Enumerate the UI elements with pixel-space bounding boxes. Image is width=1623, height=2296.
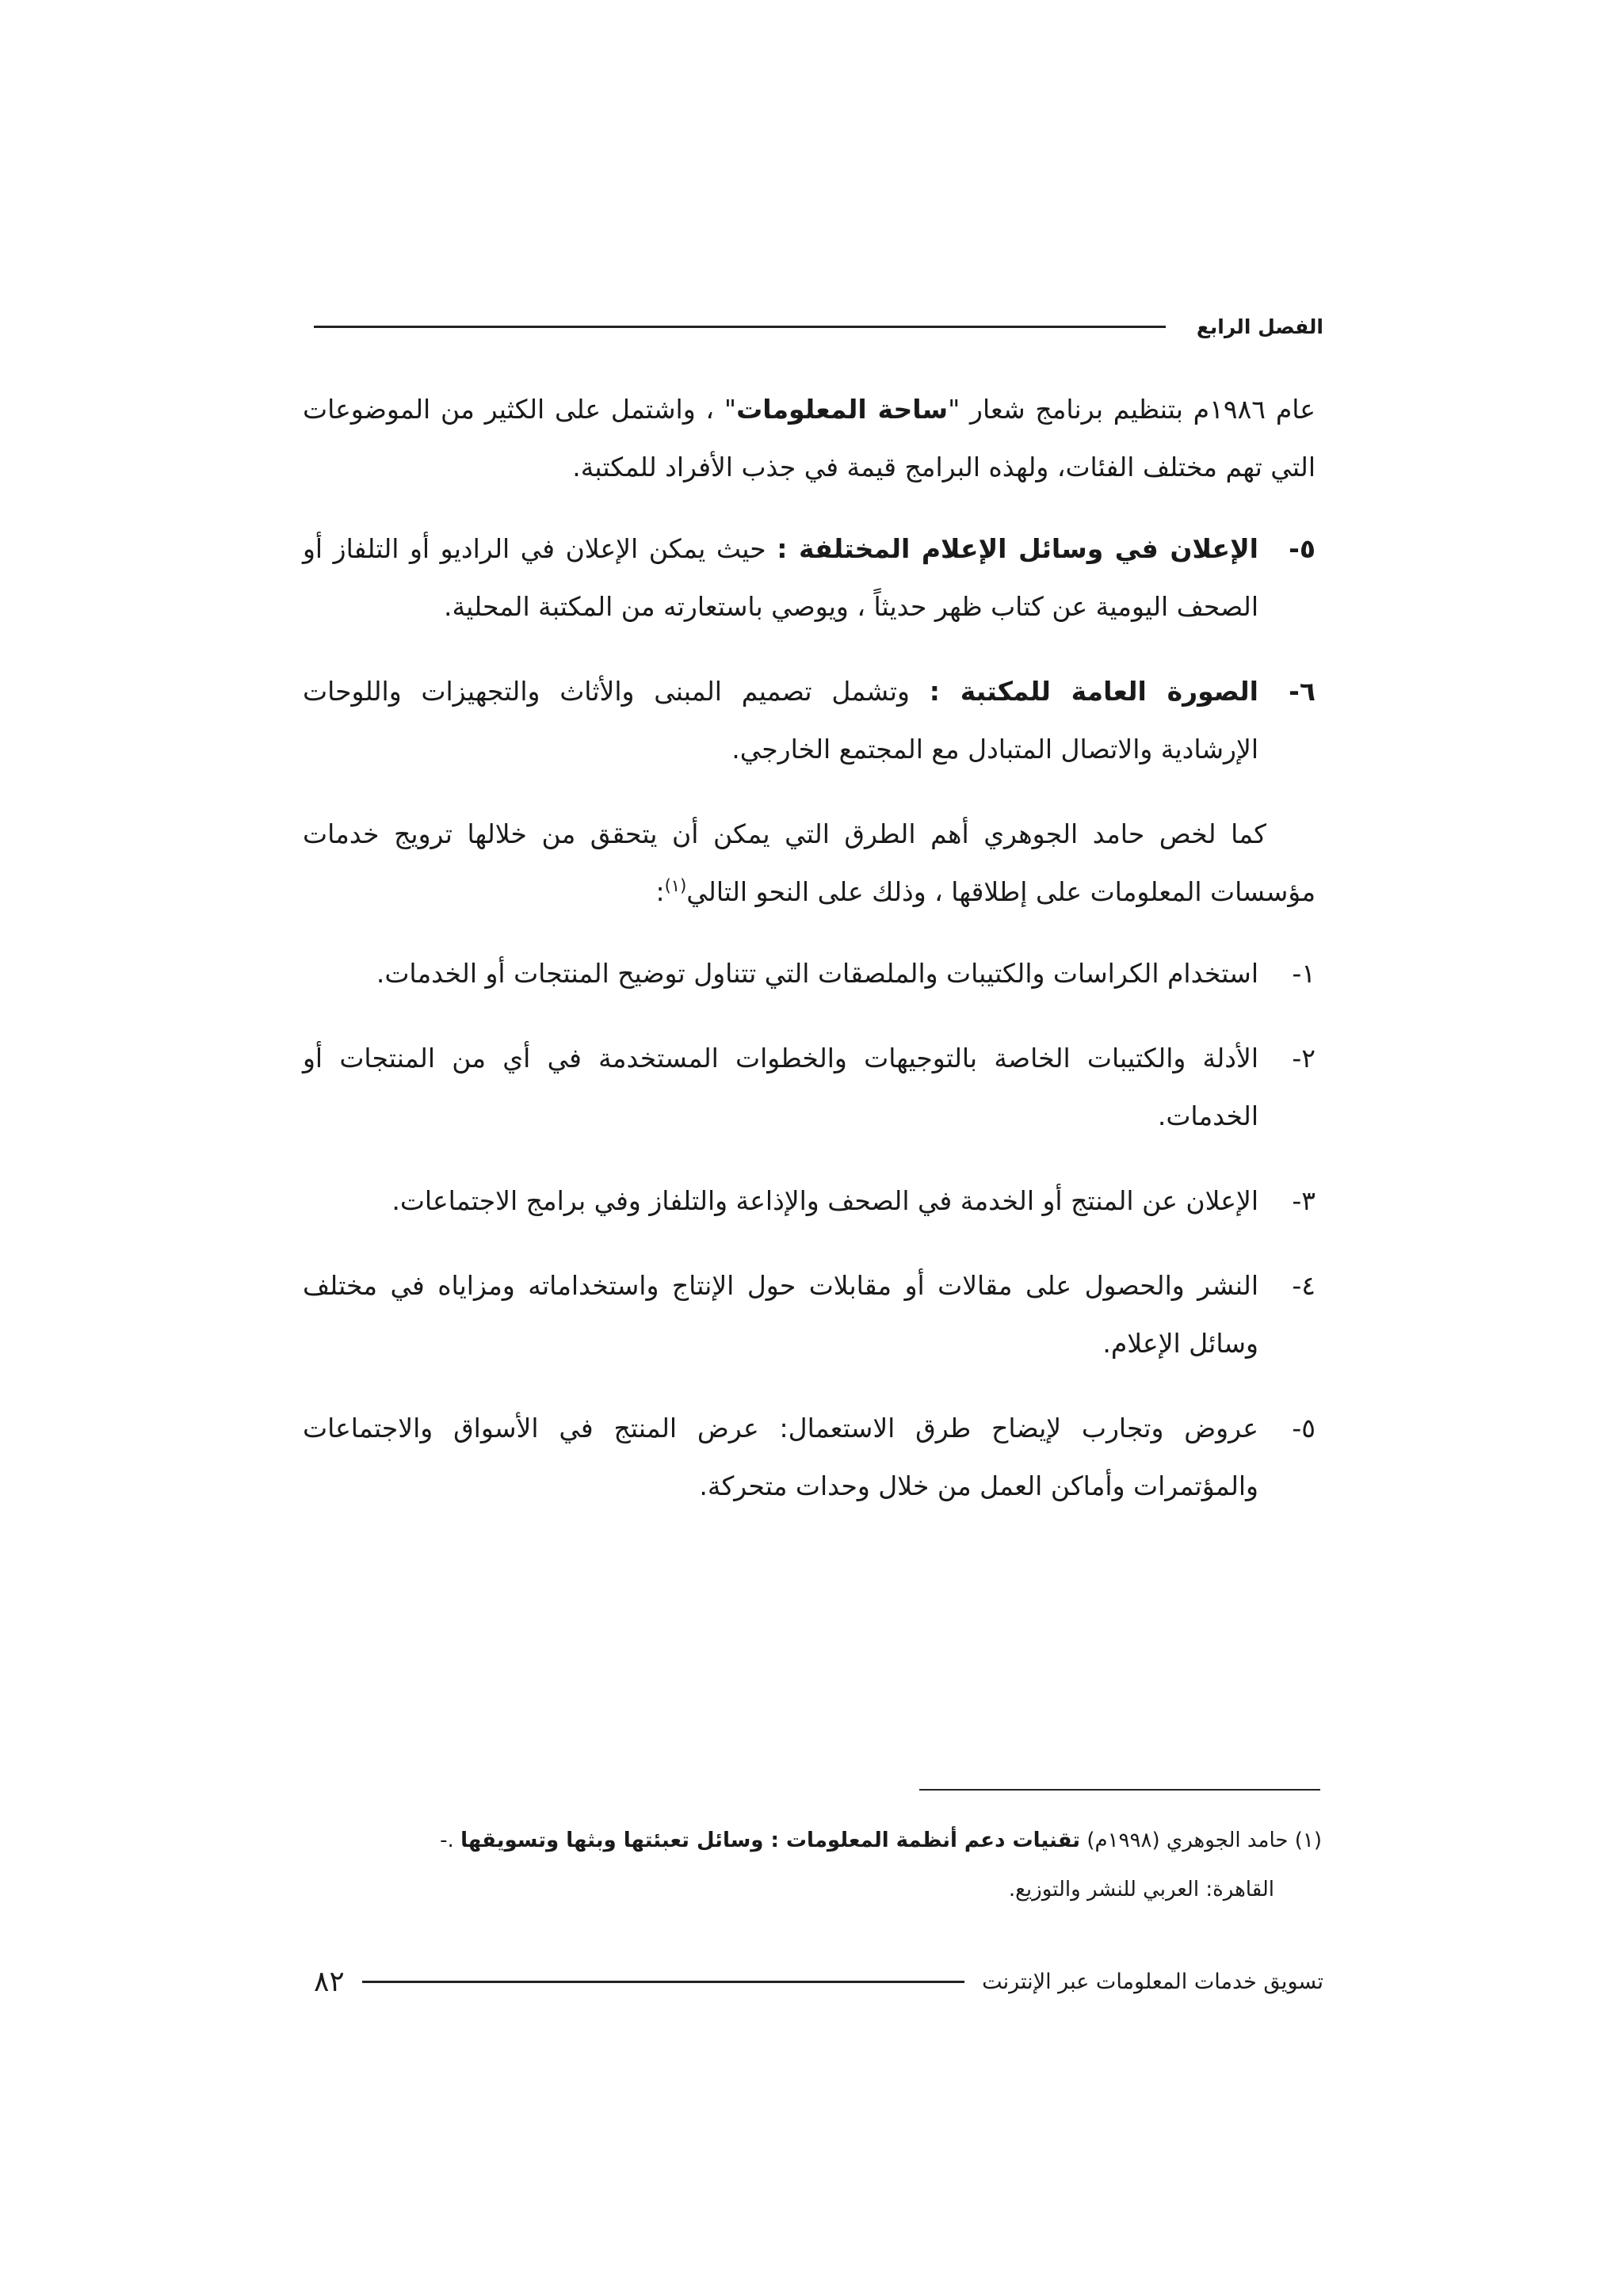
footnote-author: حامد الجوهري (١٩٩٨م) <box>1080 1829 1295 1852</box>
footnote-publisher: القاهرة: العربي للنشر والتوزيع. <box>1008 1878 1274 1901</box>
footnote <box>300 1816 1322 1914</box>
page-footer <box>314 1962 1323 2001</box>
intro-paragraph <box>303 805 1316 921</box>
list-item-number: ٣- <box>1292 1185 1316 1216</box>
list-item-text: النشر والحصول على مقالات أو مقابلات حول الإنتاج واستخداماته ومزاياه في مختلف وسائل الإعلام. <box>303 1270 1258 1359</box>
footnote-citation <box>300 1816 1322 1865</box>
continuation-paragraph <box>303 380 1316 496</box>
list-item <box>303 1029 1316 1145</box>
list-item-number: ١- <box>1292 958 1316 989</box>
footnote-marker: (١) <box>1294 1829 1322 1852</box>
book-title: تسويق خدمات المعلومات عبر الإنترنت <box>982 1969 1323 1994</box>
list-item-number: ٢- <box>1292 1043 1316 1074</box>
item-library-image <box>303 662 1316 778</box>
list-item-number: ٤- <box>1292 1270 1316 1301</box>
list-item-text: الأدلة والكتيبات الخاصة بالتوجيهات والخطوات المستخدمة في أي من المنتجات أو الخدمات. <box>303 1043 1258 1131</box>
list-item <box>303 1399 1316 1515</box>
footer-rule <box>362 1981 964 1983</box>
continuation-text-end: " ، واشتمل على الكثير من الموضوعات التي تهم مختلف الفئات، ولهذه البرامج قيمة في جذب الأفراد للمكتبة. <box>303 394 1316 482</box>
list-item-text: الإعلان عن المنتج أو الخدمة في الصحف والإذاعة والتلفاز وفي برامج الاجتماعات. <box>391 1185 1258 1216</box>
list-item <box>303 944 1316 1002</box>
item-heading: الصورة العامة للمكتبة : <box>929 676 1258 707</box>
footnote-reference: (١) <box>664 876 687 895</box>
item-number: ٦- <box>1289 676 1316 707</box>
body-text <box>303 380 1316 1542</box>
list-item <box>303 1257 1316 1372</box>
page-number: ٨٢ <box>314 1965 345 1998</box>
list-item-text: استخدام الكراسات والكتيبات والملصقات التي تتناول توضيح المنتجات أو الخدمات. <box>376 958 1258 989</box>
item-advertising-media <box>303 520 1316 635</box>
item-number: ٥- <box>1289 533 1316 564</box>
program-slogan: ساحة المعلومات <box>736 394 949 425</box>
list-item-text: عروض وتجارب لإيضاح طرق الاستعمال: عرض المنتج في الأسواق والاجتماعات والمؤتمرات وأماكن العمل من خلال وحدات متحركة. <box>303 1413 1258 1501</box>
chapter-label: الفصل الرابع <box>1196 315 1323 338</box>
continuation-text-start: عام ١٩٨٦م بتنظيم برنامج شعار " <box>948 394 1316 425</box>
list-item <box>303 1172 1316 1230</box>
item-heading: الإعلان في وسائل الإعلام المختلفة : <box>777 533 1258 564</box>
item-text: وتشمل تصميم المبنى والأثاث والتجهيزات واللوحات الإرشادية والاتصال المتبادل مع المجتمع الخارجي. <box>303 676 1258 765</box>
header-rule <box>314 326 1166 328</box>
intro-colon: : <box>655 876 665 907</box>
footnote-separator: .- <box>440 1829 461 1852</box>
intro-text: كما لخص حامد الجوهري أهم الطرق التي يمكن أن يتحقق من خلالها ترويج خدمات مؤسسات المعلومات على إطلاقها ، وذلك على النحو التالي <box>303 818 1316 907</box>
item-text: حيث يمكن الإعلان في الراديو أو التلفاز أو الصحف اليومية عن كتاب ظهر حديثاً ، ويوصي باستعارته من المكتبة المحلية. <box>303 533 1258 622</box>
list-item-number: ٥- <box>1292 1413 1316 1444</box>
running-header <box>314 311 1323 342</box>
footnote-book-title: تقنيات دعم أنظمة المعلومات : وسائل تعبئتها وبثها وتسويقها <box>460 1829 1081 1852</box>
footnote-rule <box>919 1789 1320 1791</box>
